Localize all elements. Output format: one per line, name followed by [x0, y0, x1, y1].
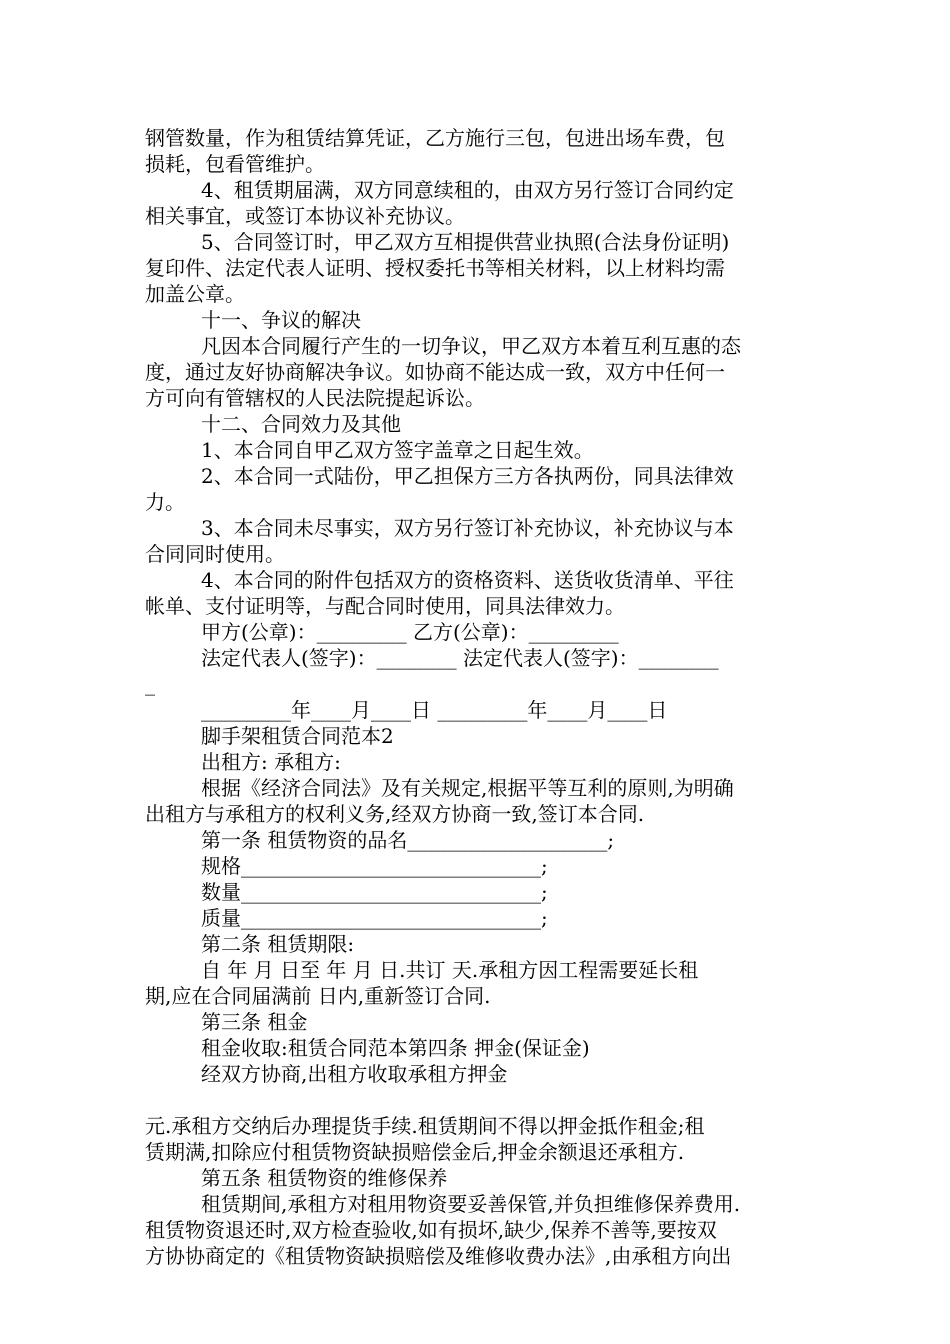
- text-line: 帐单、支付证明等，与配合同时使用，同具法律效力。: [145, 594, 625, 618]
- text-line: 租赁期间,承租方对租用物资要妥善保管,并负担维修保养费用.: [201, 1192, 741, 1216]
- document-title: 脚手架租赁合同范本2: [201, 724, 394, 748]
- section-heading: 十一、争议的解决: [201, 308, 361, 332]
- text-line: 4、租赁期届满，双方同意续租的，由双方另行签订合同约定: [201, 178, 734, 202]
- text-line: 出租方与承租方的权利义务,经双方协商一致,签订本合同.: [145, 802, 645, 826]
- text-line: 4、本合同的附件包括双方的资格资料、送货收货清单、平往: [201, 568, 734, 592]
- text-line: 损耗，包看管维护。: [145, 152, 325, 176]
- text-line: 1、本合同自甲乙双方签字盖章之日起生效。: [201, 438, 594, 462]
- text-line: 元.承租方交纳后办理提货手续.租赁期间不得以押金抵作租金;租: [145, 1114, 705, 1138]
- section-heading: 第二条 租赁期限:: [201, 932, 355, 956]
- signature-line: 甲方(公章)：_________ 乙方(公章)：_________: [201, 620, 619, 644]
- text-line: 赁期满,扣除应付租赁物资缺损赔偿金后,押金余额退还承租方.: [145, 1140, 685, 1164]
- text-line: 度，通过友好协商解决争议。如协商不能达成一致，双方中任何一: [145, 360, 725, 384]
- date-line: _________年____月____日 _________年____月____日: [201, 698, 668, 722]
- text-line: 钢管数量，作为租赁结算凭证，乙方施行三包，包进出场车费，包: [145, 126, 725, 150]
- text-line: 自 年 月 日至 年 月 日.共订 天.承租方因工程需要延长租: [201, 958, 699, 982]
- section-heading: 第三条 租金: [201, 1010, 308, 1034]
- text-line: 5、合同签订时，甲乙双方互相提供营业执照(合法身份证明): [201, 230, 730, 254]
- text-line: 3、本合同未尽事实，双方另行签订补充协议，补充协议与本: [201, 516, 734, 540]
- section-heading: 第一条 租赁物资的品名____________________;: [201, 828, 615, 852]
- text-line: 凡因本合同履行产生的一切争议，甲乙双方本着互利互惠的态: [201, 334, 741, 358]
- text-line: 力。: [145, 490, 185, 514]
- text-line: 出租方: 承租方:: [201, 750, 341, 774]
- text-line: 租金收取:租赁合同范本第四条 押金(保证金): [201, 1036, 590, 1060]
- section-heading: 第五条 租赁物资的维修保养: [201, 1166, 448, 1190]
- signature-line: 法定代表人(签字)：________ 法定代表人(签字)：________: [201, 646, 719, 670]
- text-line: 复印件、法定代表人证明、授权委托书等相关材料，以上材料均需: [145, 256, 725, 280]
- text-line: 经双方协商,出租方收取承租方押金: [201, 1062, 508, 1086]
- section-heading: 十二、合同效力及其他: [201, 412, 401, 436]
- text-line: 数量______________________________;: [201, 880, 548, 904]
- text-line: 2、本合同一式陆份，甲乙担保方三方各执两份，同具法律效: [201, 464, 734, 488]
- text-line: 方可向有管辖权的人民法院提起诉讼。: [145, 386, 485, 410]
- text-line: 相关事宜，或签订本协议补充协议。: [145, 204, 465, 228]
- text-line: 根据《经济合同法》及有关规定,根据平等互利的原则,为明确: [201, 776, 734, 800]
- text-line: 合同同时使用。: [145, 542, 285, 566]
- text-line: 方协协商定的《租赁物资缺损赔偿及维修收费办法》,由承租方向出: [145, 1244, 732, 1268]
- text-line: 规格______________________________;: [201, 854, 548, 878]
- text-line: 期,应在合同届满前 日内,重新签订合同.: [145, 984, 491, 1008]
- text-line: 租赁物资退还时,双方检查验收,如有损坏,缺少,保养不善等,要按双: [145, 1218, 717, 1242]
- text-line: 加盖公章。: [145, 282, 245, 306]
- signature-line: _: [145, 672, 155, 696]
- text-line: 质量______________________________;: [201, 906, 548, 930]
